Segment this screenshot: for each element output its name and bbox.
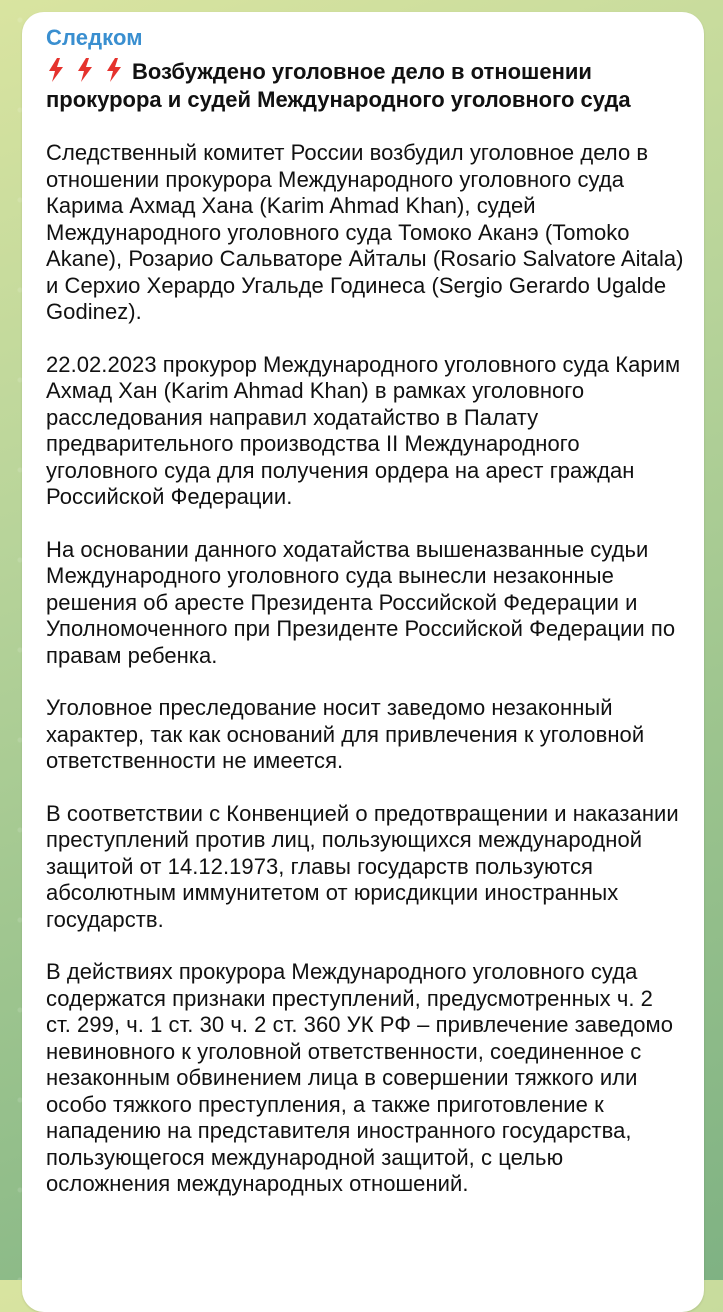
lightning-bolt-icon <box>46 57 66 83</box>
message-paragraph: Уголовное преследование носит заведомо незаконный характер, так как оснований для привлечения к уголовной ответственности не имеется. <box>46 695 645 773</box>
message-paragraph: На основании данного ходатайства вышеназванные судьи Международного уголовного суда вынесли незаконные решения об аресте Президента Российской Федерации и Уполномоченного при Президенте Российской Федерации по правам ребенка. <box>46 536 676 668</box>
channel-name[interactable]: Следком <box>46 25 143 50</box>
message-paragraph: В соответствии с Конвенцией о предотвращении и наказании преступлений против лиц, пользующихся международной защитой от 14.12.1973, главы государств пользуются абсолютным иммунитетом от юрисдикции иностранных государств. <box>46 800 679 932</box>
message-paragraph: В действиях прокурора Международного уголовного суда содержатся признаки преступлений, предусмотренных ч. 2 ст. 299, ч. 1 ст. 30 ч. 2 ст. 360 УК РФ – привлечение заведомо невиновного к уголовной ответственности, соединенное с незаконным обвинением лица в совершении тяжкого или особо тяжкого преступления, а также приготовление к нападению на представителя иностранного государства, пользующегося международной защитой, с целью осложнения международных отношений. <box>46 959 673 1196</box>
message-bubble[interactable] <box>22 12 704 1312</box>
message-paragraph: 22.02.2023 прокурор Международного уголовного суда Карим Ахмад Хан (Karim Ahmad Khan) в рамках уголовного расследования направил ходатайство в Палату предварительного производства II Международного уголовного суда для получения ордера на арест граждан Российской Федерации. <box>46 351 681 509</box>
lightning-bolt-icon <box>75 57 95 83</box>
headline-text: Возбуждено уголовное дело в отношении прокурора и судей Международного уголовного суда <box>46 59 631 112</box>
message-headline <box>46 57 684 114</box>
message-paragraph: Следственный комитет России возбудил уголовное дело в отношении прокурора Международного уголовного суда Карима Ахмад Хана (Karim Ahmad Khan), судей Международного уголовного суда Томоко Аканэ (Tomoko Akane), Розарио Сальваторе Айталы (Rosario Salvatore Aitala) и Серхио Херардо Угальде Годинеса (Sergio Gerardo Ugalde Godinez). <box>46 140 684 324</box>
headline-icons <box>46 57 124 83</box>
lightning-bolt-icon <box>104 57 124 83</box>
